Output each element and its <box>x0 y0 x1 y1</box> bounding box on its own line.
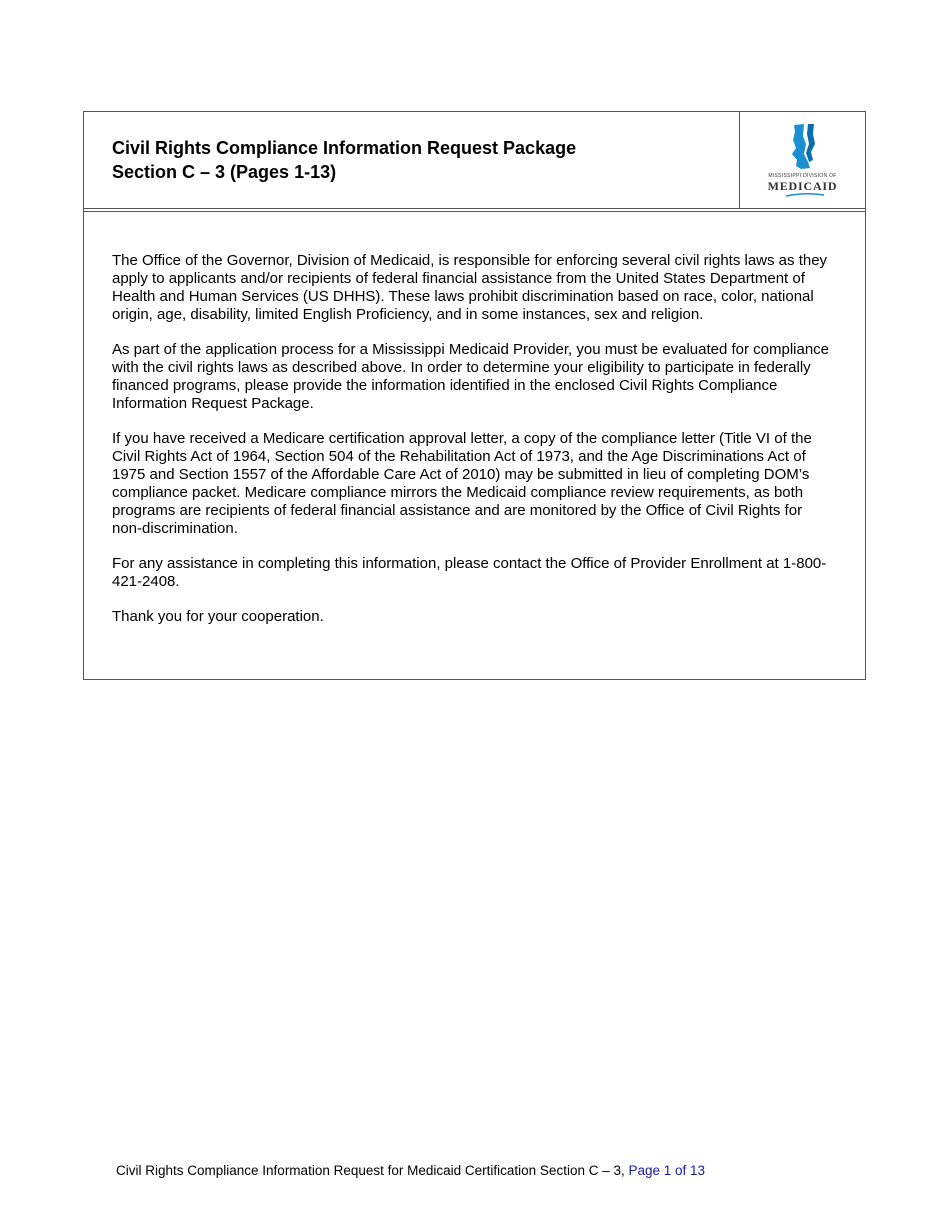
page-footer <box>116 1163 705 1178</box>
mississippi-state-shape-icon <box>784 122 820 172</box>
package-title: Civil Rights Compliance Information Request Package <box>112 138 577 158</box>
logo-org-small: MISSISSIPPI DIVISION OF <box>768 173 837 179</box>
footer-text: Civil Rights Compliance Information Request for Medicaid Certification Section C – 3, <box>116 1163 629 1178</box>
paragraph-medicare: If you have received a Medicare certification approval letter, a copy of the compliance letter (Title VI of the Civil Rights Act of 1964, Section 504 of the Rehabilitation Act of 1973, and the Age Discriminations Act of 1975 and Section 1557 of the Affordable Care Act of 2010) may be submitted in lieu of completing DOM’s compliance packet. Medicare compliance mirrors the Medicaid compliance review requirements, as both programs are recipients of federal financial assistance and are monitored by the Office of Civil Rights for non-discrimination. <box>112 430 812 537</box>
paragraph-responsibility: The Office of the Governor, Division of Medicaid, is responsible for enforcing several civil rights laws as they apply to applicants and/or recipients of federal financial assistance from the United States Department of Health and Human Services (US DHHS). These laws prohibit discrimination based on race, color, national origin, age, disability, limited English Proficiency, and in some instances, sex and religion. <box>112 252 828 323</box>
paragraph-application: As part of the application process for a Mississippi Medicaid Provider, you must be evaluated for compliance with the civil rights laws as described above. In order to determine your eligibility to participate in federally financed programs, please provide the information identified in the enclosed Civil Rights Compliance Information Request Package. <box>112 341 830 412</box>
section-title: Section C – 3 (Pages 1-13) <box>112 162 337 182</box>
paragraph-thanks: Thank you for your cooperation. <box>112 608 324 625</box>
letter-body <box>112 252 832 643</box>
medicaid-logo <box>739 112 865 208</box>
header-section <box>84 112 865 209</box>
logo-swoosh-icon <box>785 192 825 198</box>
title-block <box>112 136 576 184</box>
paragraph-contact: For any assistance in completing this information, please contact the Office of Provider Enrollment at 1-800-421-2408. <box>112 555 827 590</box>
document-box <box>83 111 866 680</box>
page-number: Page 1 of 13 <box>628 1163 706 1178</box>
logo-org-big: MEDICAID <box>767 179 838 193</box>
header-divider <box>84 211 865 212</box>
